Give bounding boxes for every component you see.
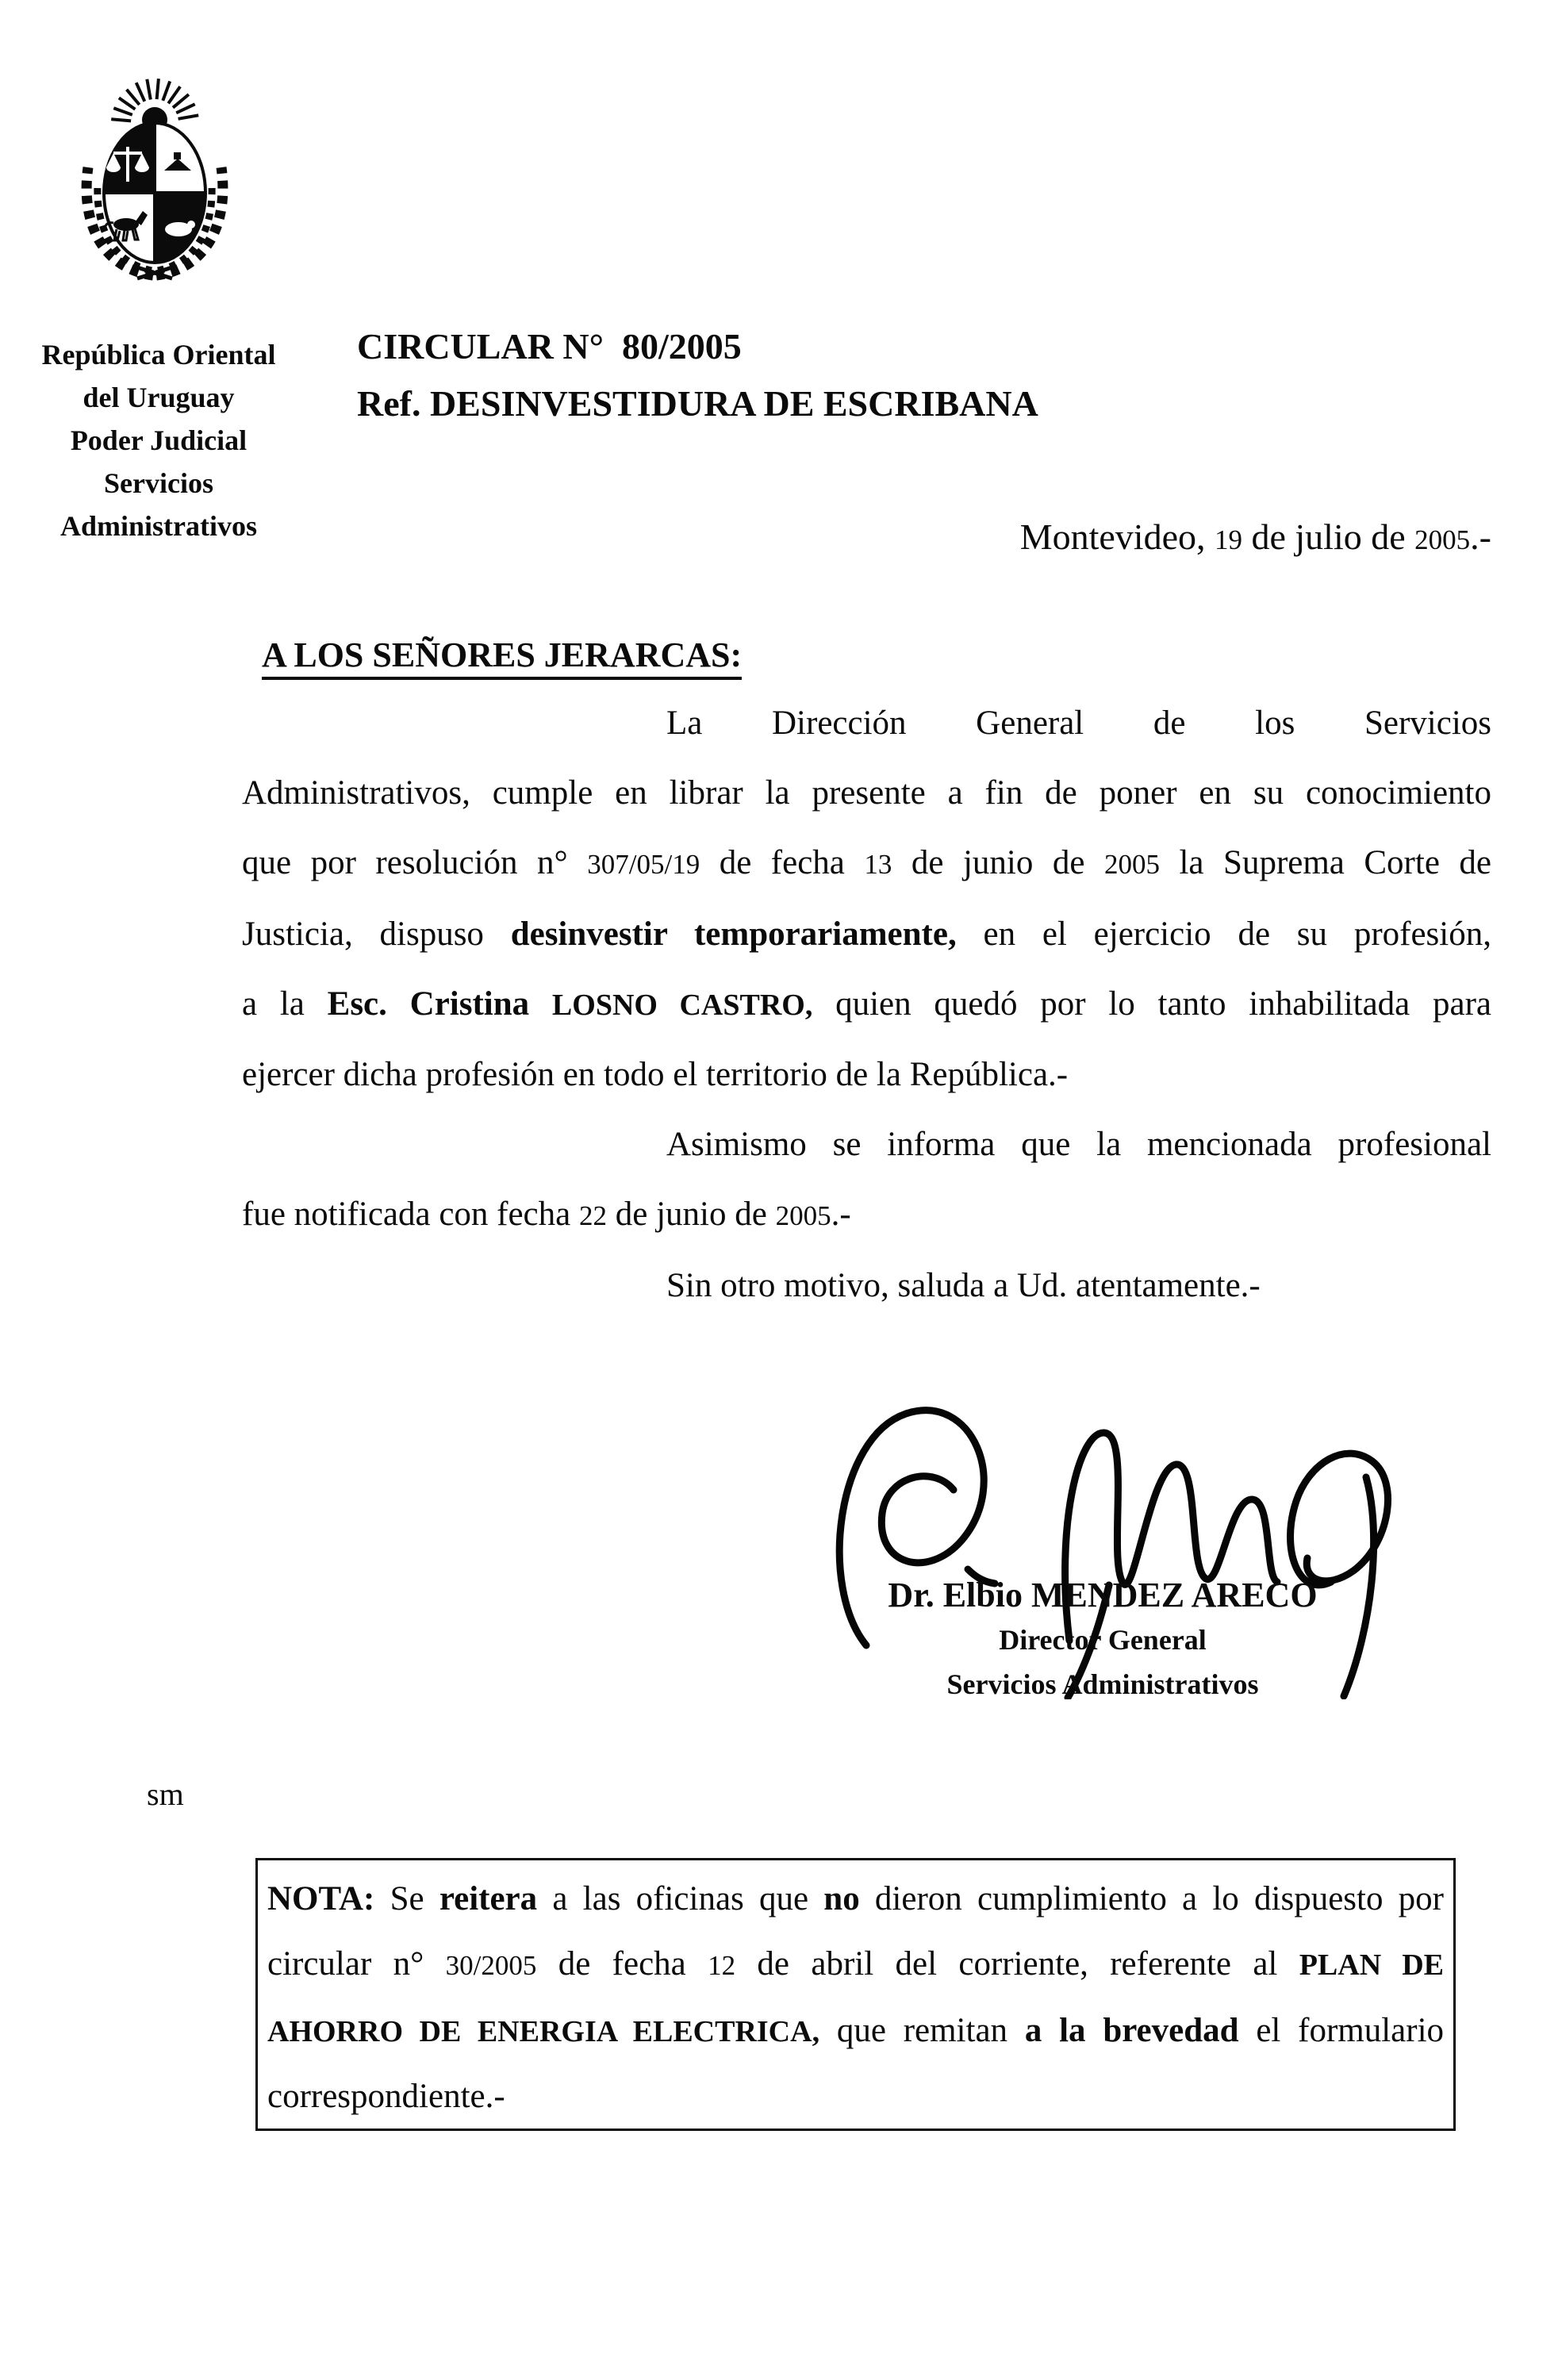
emphasis-desinvestir: desinvestir temporariamente, <box>510 916 957 953</box>
body-line-4 <box>242 900 1491 969</box>
body-segment: quien quedó por lo tanto inhabilitada para <box>812 985 1492 1023</box>
body-line-7 <box>242 1110 1491 1180</box>
nota-line-3 <box>267 1998 1444 2064</box>
emphasis-reitera: reitera <box>439 1880 538 1917</box>
plan-name-part1: PLAN DE <box>1299 1948 1445 1982</box>
body-segment: fue notificada con fecha <box>242 1196 579 1233</box>
nota-segment: el formulario <box>1238 2012 1445 2049</box>
nota-label: NOTA: <box>267 1880 375 1917</box>
resolution-number: 307/05/19 <box>587 849 700 880</box>
body-segment: que por resolución n° <box>242 844 588 881</box>
letterhead-line: del Uruguay <box>83 382 235 413</box>
body-line-8 <box>242 1180 1491 1251</box>
nota-segment: correspondiente.- <box>267 2078 505 2115</box>
signer-name: Dr. Elbio MENDEZ ARECO <box>888 1576 1318 1614</box>
notary-name: Esc. Cristina <box>327 985 552 1023</box>
dateline-text: Montevideo, <box>1019 516 1215 557</box>
nota-segment: que remitan <box>819 2012 1025 2049</box>
body-line-9 <box>242 1251 1491 1321</box>
dateline-year: 2005 <box>1414 524 1471 555</box>
notification-year: 2005 <box>775 1200 831 1231</box>
nota-segment: dieron cumplimiento a lo dispuesto por <box>859 1880 1444 1917</box>
prior-circular-number: 30/2005 <box>445 1950 537 1981</box>
nota-segment: a las oficinas que <box>537 1880 824 1917</box>
dateline-day: 19 <box>1214 524 1242 555</box>
salutation-text: A LOS SEÑORES JERARCAS: <box>262 635 742 680</box>
nota-line-4 <box>267 2064 1444 2129</box>
body-line-2 <box>242 758 1491 828</box>
resolution-day: 13 <box>864 849 892 880</box>
body-line-6 <box>242 1040 1491 1110</box>
letterhead-line: República Oriental <box>41 339 276 370</box>
letterhead-line: Administrativos <box>59 510 257 542</box>
body-segment: a la <box>242 985 328 1023</box>
body-line-5 <box>242 969 1491 1040</box>
signer-org: Servicios Administrativos <box>946 1668 1259 1700</box>
dateline-text: .- <box>1470 516 1491 557</box>
nota-box <box>255 1858 1456 2131</box>
body-segment: en el ejercicio de su profesión, <box>956 916 1491 953</box>
body-segment: Sin otro motivo, saluda a Ud. atentamente.- <box>666 1267 1261 1304</box>
nota-segment: de fecha <box>536 1945 708 1983</box>
nota-line-1 <box>267 1867 1444 1932</box>
letterhead-line: Poder Judicial <box>70 424 248 456</box>
body-segment: de junio de <box>606 1196 776 1233</box>
body-segment: de fecha <box>700 844 865 881</box>
emphasis-brevedad: a la brevedad <box>1024 2012 1239 2049</box>
body-segment: Administrativos, cumple en librar la presente a fin de poner en su conocimiento <box>242 774 1491 812</box>
body-segment: Justicia, dispuso <box>242 916 511 953</box>
body-segment: Asimismo se informa que la mencionada profesional <box>666 1126 1491 1163</box>
notification-day: 22 <box>578 1200 607 1231</box>
dateline <box>1020 516 1491 558</box>
dateline-text: de julio de <box>1242 516 1415 557</box>
nota-segment: circular n° <box>267 1945 446 1983</box>
emphasis-no: no <box>823 1880 860 1917</box>
resolution-year: 2005 <box>1103 849 1160 880</box>
prior-circular-day: 12 <box>708 1950 736 1981</box>
body-line-3 <box>242 828 1491 900</box>
body-segment: .- <box>831 1196 851 1233</box>
notary-surname: LOSNO CASTRO, <box>551 988 813 1022</box>
plan-name-part2: AHORRO DE ENERGIA ELECTRICA, <box>267 2015 820 2048</box>
signature-block <box>817 1382 1436 1715</box>
signer-title: Director General <box>999 1624 1207 1656</box>
body-segment: La Dirección General de los Servicios <box>666 704 1491 742</box>
salutation <box>262 635 742 675</box>
letterhead-line: Servicios <box>104 467 213 499</box>
subject-ref-heading: Ref. DESINVESTIDURA DE ESCRIBANA <box>357 383 1038 424</box>
body-segment: la Suprema Corte de <box>1159 844 1492 881</box>
body-line-1 <box>242 689 1491 758</box>
circular-number-heading: CIRCULAR N° 80/2005 <box>357 326 742 367</box>
nota-segment: de abril del corriente, referente al <box>735 1945 1299 1983</box>
uruguay-coat-of-arms-icon <box>75 73 234 281</box>
body-text <box>242 689 1491 1321</box>
nota-line-2 <box>267 1932 1444 1998</box>
letterhead <box>14 333 303 547</box>
body-segment: ejercer dicha profesión en todo el territorio de la República.- <box>242 1056 1069 1093</box>
typist-initials: sm <box>147 1776 184 1812</box>
body-segment: de junio de <box>892 844 1104 881</box>
nota-segment: Se <box>374 1880 439 1917</box>
